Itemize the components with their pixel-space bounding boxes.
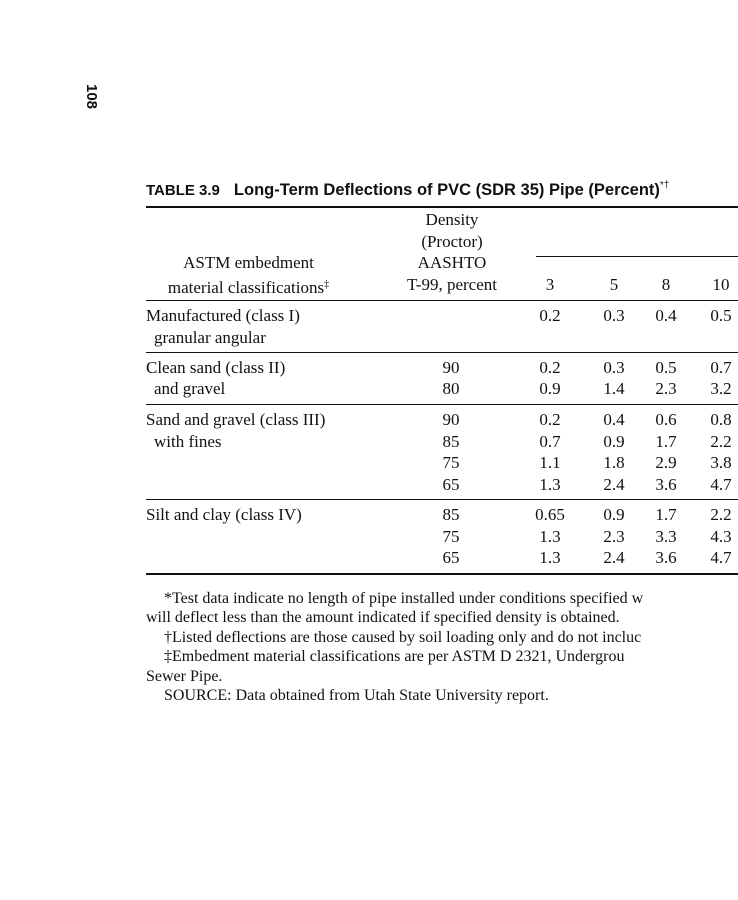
table-cell: 0.9 bbox=[603, 432, 625, 451]
group-label: Manufactured (class I) bbox=[146, 306, 300, 325]
table-cell: 0.7 bbox=[710, 358, 732, 377]
header-span-rule bbox=[536, 256, 738, 257]
table-cell: 4.7 bbox=[710, 548, 732, 567]
density-cell: 75 bbox=[442, 453, 460, 472]
table-cell: 0.5 bbox=[655, 358, 677, 377]
table-cell: 3.6 bbox=[655, 475, 677, 494]
header-value-col: 3 bbox=[545, 275, 555, 294]
table-cell: 2.2 bbox=[710, 432, 732, 451]
source-label: SOURCE: bbox=[164, 687, 232, 704]
density-cell: 65 bbox=[442, 548, 460, 567]
table-cell: 3.2 bbox=[710, 379, 732, 398]
footnote-dagger bbox=[146, 628, 641, 648]
table-cell: 4.3 bbox=[710, 527, 732, 546]
source-text: Data obtained from Utah State University report. bbox=[231, 687, 549, 704]
table-cell: 0.3 bbox=[603, 358, 625, 377]
table-cell: 1.3 bbox=[539, 527, 561, 546]
header-value-col: 5 bbox=[609, 275, 619, 294]
footnote-ddagger-line2: Sewer Pipe. bbox=[146, 668, 223, 685]
footnote-ddagger bbox=[146, 647, 624, 667]
density-cell: 80 bbox=[442, 379, 460, 398]
group-label: granular angular bbox=[154, 328, 266, 347]
header-footnote-mark: ‡ bbox=[324, 279, 330, 290]
table-bottom-rule bbox=[146, 573, 738, 575]
table-cell: 2.9 bbox=[655, 453, 677, 472]
header-classification-text: material classifications bbox=[167, 278, 325, 297]
table-caption bbox=[146, 180, 669, 200]
group-divider bbox=[146, 404, 738, 405]
table-cell: 0.9 bbox=[539, 379, 561, 398]
density-cell: 85 bbox=[442, 505, 460, 524]
table-cell: 0.9 bbox=[603, 505, 625, 524]
source-note bbox=[146, 686, 549, 706]
table-cell: 1.1 bbox=[539, 453, 561, 472]
table-cell: 0.5 bbox=[710, 306, 732, 325]
table-cell: 1.3 bbox=[539, 475, 561, 494]
header-bottom-rule bbox=[146, 300, 738, 301]
caption-footnote-marks: *† bbox=[659, 180, 670, 191]
header-density-line1: Density bbox=[425, 210, 479, 229]
header-density-line2: (Proctor) bbox=[421, 232, 483, 251]
header-density-line3: AASHTO bbox=[417, 253, 487, 272]
table-cell: 2.3 bbox=[655, 379, 677, 398]
page-number: 108 bbox=[83, 84, 100, 110]
table-cell: 3.8 bbox=[710, 453, 732, 472]
table-cell: 0.4 bbox=[655, 306, 677, 325]
header-value-col: 8 bbox=[661, 275, 671, 294]
header-classification-line2 bbox=[146, 274, 351, 299]
footnote-dagger-text: †Listed deflections are those caused by soil loading only and do not incluc bbox=[164, 629, 642, 646]
table-cell: 2.3 bbox=[603, 527, 625, 546]
density-cell: 75 bbox=[442, 527, 460, 546]
table-cell: 1.7 bbox=[655, 432, 677, 451]
table-cell: 4.7 bbox=[710, 475, 732, 494]
table-cell: 3.6 bbox=[655, 548, 677, 567]
density-cell: 90 bbox=[442, 410, 460, 429]
header-value-col: 10 bbox=[712, 275, 730, 294]
table-cell: 2.4 bbox=[603, 475, 625, 494]
header-density-line4: T-99, percent bbox=[406, 275, 497, 294]
density-cell: 90 bbox=[442, 358, 460, 377]
table-title: Long-Term Deflections of PVC (SDR 35) Pipe (Percent) bbox=[233, 181, 660, 199]
table-cell: 1.4 bbox=[603, 379, 625, 398]
footnote-star-line2: will deflect less than the amount indicated if specified density is obtained. bbox=[146, 609, 620, 626]
table-cell: 0.7 bbox=[539, 432, 561, 451]
group-label: and gravel bbox=[154, 379, 226, 398]
table-cell: 1.3 bbox=[539, 548, 561, 567]
group-divider bbox=[146, 499, 738, 500]
group-label: Sand and gravel (class III) bbox=[146, 410, 326, 429]
table-cell: 0.4 bbox=[603, 410, 625, 429]
table-cell: 1.8 bbox=[603, 453, 625, 472]
table-cell: 0.3 bbox=[603, 306, 625, 325]
density-cell: 65 bbox=[442, 475, 460, 494]
group-label: Silt and clay (class IV) bbox=[146, 505, 302, 524]
table-cell: 0.2 bbox=[539, 306, 561, 325]
table-top-rule bbox=[146, 206, 738, 208]
table-label: TABLE 3.9 bbox=[146, 182, 220, 199]
table-cell: 0.2 bbox=[539, 410, 561, 429]
table-cell: 0.6 bbox=[655, 410, 677, 429]
table-cell: 1.7 bbox=[655, 505, 677, 524]
table-cell: 0.2 bbox=[539, 358, 561, 377]
table-cell: 2.2 bbox=[710, 505, 732, 524]
table-cell: 0.65 bbox=[535, 505, 565, 524]
table-cell: 3.3 bbox=[655, 527, 677, 546]
group-divider bbox=[146, 352, 738, 353]
density-cell: 85 bbox=[442, 432, 460, 451]
footnote-ddagger-line1: ‡Embedment material classifications are per ASTM D 2321, Undergrou bbox=[164, 648, 625, 665]
group-label: Clean sand (class II) bbox=[146, 358, 286, 377]
footnote-star bbox=[146, 589, 643, 609]
table-cell: 0.8 bbox=[710, 410, 732, 429]
table-cell: 2.4 bbox=[603, 548, 625, 567]
group-label: with fines bbox=[154, 432, 222, 451]
footnote-star-line1: *Test data indicate no length of pipe installed under conditions specified w bbox=[164, 590, 644, 607]
header-classification-line1: ASTM embedment bbox=[183, 253, 314, 272]
